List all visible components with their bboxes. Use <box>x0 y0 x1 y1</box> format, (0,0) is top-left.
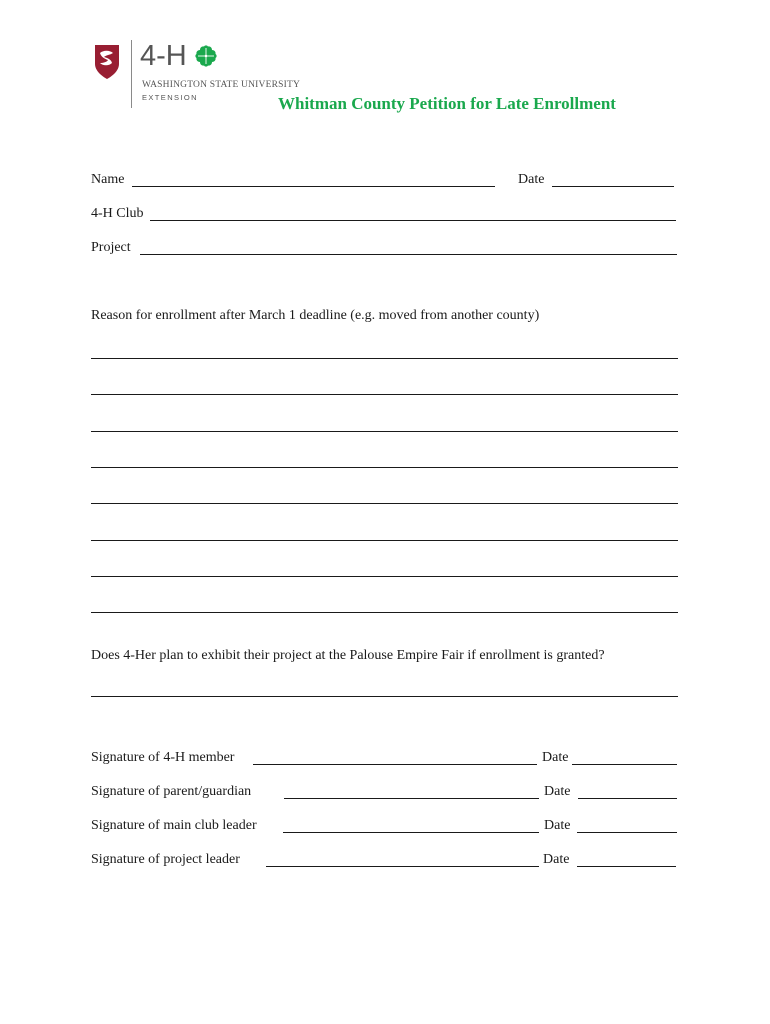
project-leader-date-label: Date <box>543 852 570 867</box>
clover-icon <box>194 44 218 68</box>
reason-line[interactable] <box>91 358 678 359</box>
page-title: Whitman County Petition for Late Enrollment <box>278 94 616 113</box>
member-signature-label: Signature of 4-H member <box>91 750 235 765</box>
reason-line[interactable] <box>91 394 678 395</box>
club-leader-signature-label: Signature of main club leader <box>91 818 257 833</box>
parent-signature-label: Signature of parent/guardian <box>91 784 252 799</box>
parent-date-label: Date <box>544 784 571 799</box>
reason-line[interactable] <box>91 612 678 613</box>
member-signature-field[interactable] <box>253 764 537 765</box>
club-leader-date-field[interactable] <box>577 832 677 833</box>
member-date-field[interactable] <box>572 764 677 765</box>
logo-extension-text: EXTENSION <box>142 93 198 102</box>
reason-prompt: Reason for enrollment after March 1 deadline (e.g. moved from another county) <box>91 308 540 323</box>
logo-university-text: WASHINGTON STATE UNIVERSITY <box>142 80 301 90</box>
logo-4h-text: 4-H <box>140 40 187 72</box>
club-label: 4-H Club <box>91 206 144 221</box>
project-leader-date-field[interactable] <box>577 866 676 867</box>
exhibit-question: Does 4-Her plan to exhibit their project at the Palouse Empire Fair if enrollment is granted? <box>91 648 605 663</box>
name-field[interactable] <box>132 186 495 187</box>
exhibit-answer-line[interactable] <box>91 696 678 697</box>
reason-line[interactable] <box>91 431 678 432</box>
name-label: Name <box>91 172 125 187</box>
club-field[interactable] <box>150 220 676 221</box>
reason-line[interactable] <box>91 576 678 577</box>
project-leader-signature-label: Signature of project leader <box>91 852 240 867</box>
logo-divider <box>131 40 132 108</box>
wsu-shield-logo <box>94 44 120 80</box>
member-date-label: Date <box>542 750 569 765</box>
project-field[interactable] <box>140 254 677 255</box>
club-leader-signature-field[interactable] <box>283 832 539 833</box>
club-leader-date-label: Date <box>544 818 571 833</box>
parent-date-field[interactable] <box>578 798 677 799</box>
project-label: Project <box>91 240 131 255</box>
reason-line[interactable] <box>91 467 678 468</box>
project-leader-signature-field[interactable] <box>266 866 539 867</box>
date-label: Date <box>518 172 545 187</box>
reason-line[interactable] <box>91 503 678 504</box>
date-field[interactable] <box>552 186 674 187</box>
reason-line[interactable] <box>91 540 678 541</box>
parent-signature-field[interactable] <box>284 798 539 799</box>
